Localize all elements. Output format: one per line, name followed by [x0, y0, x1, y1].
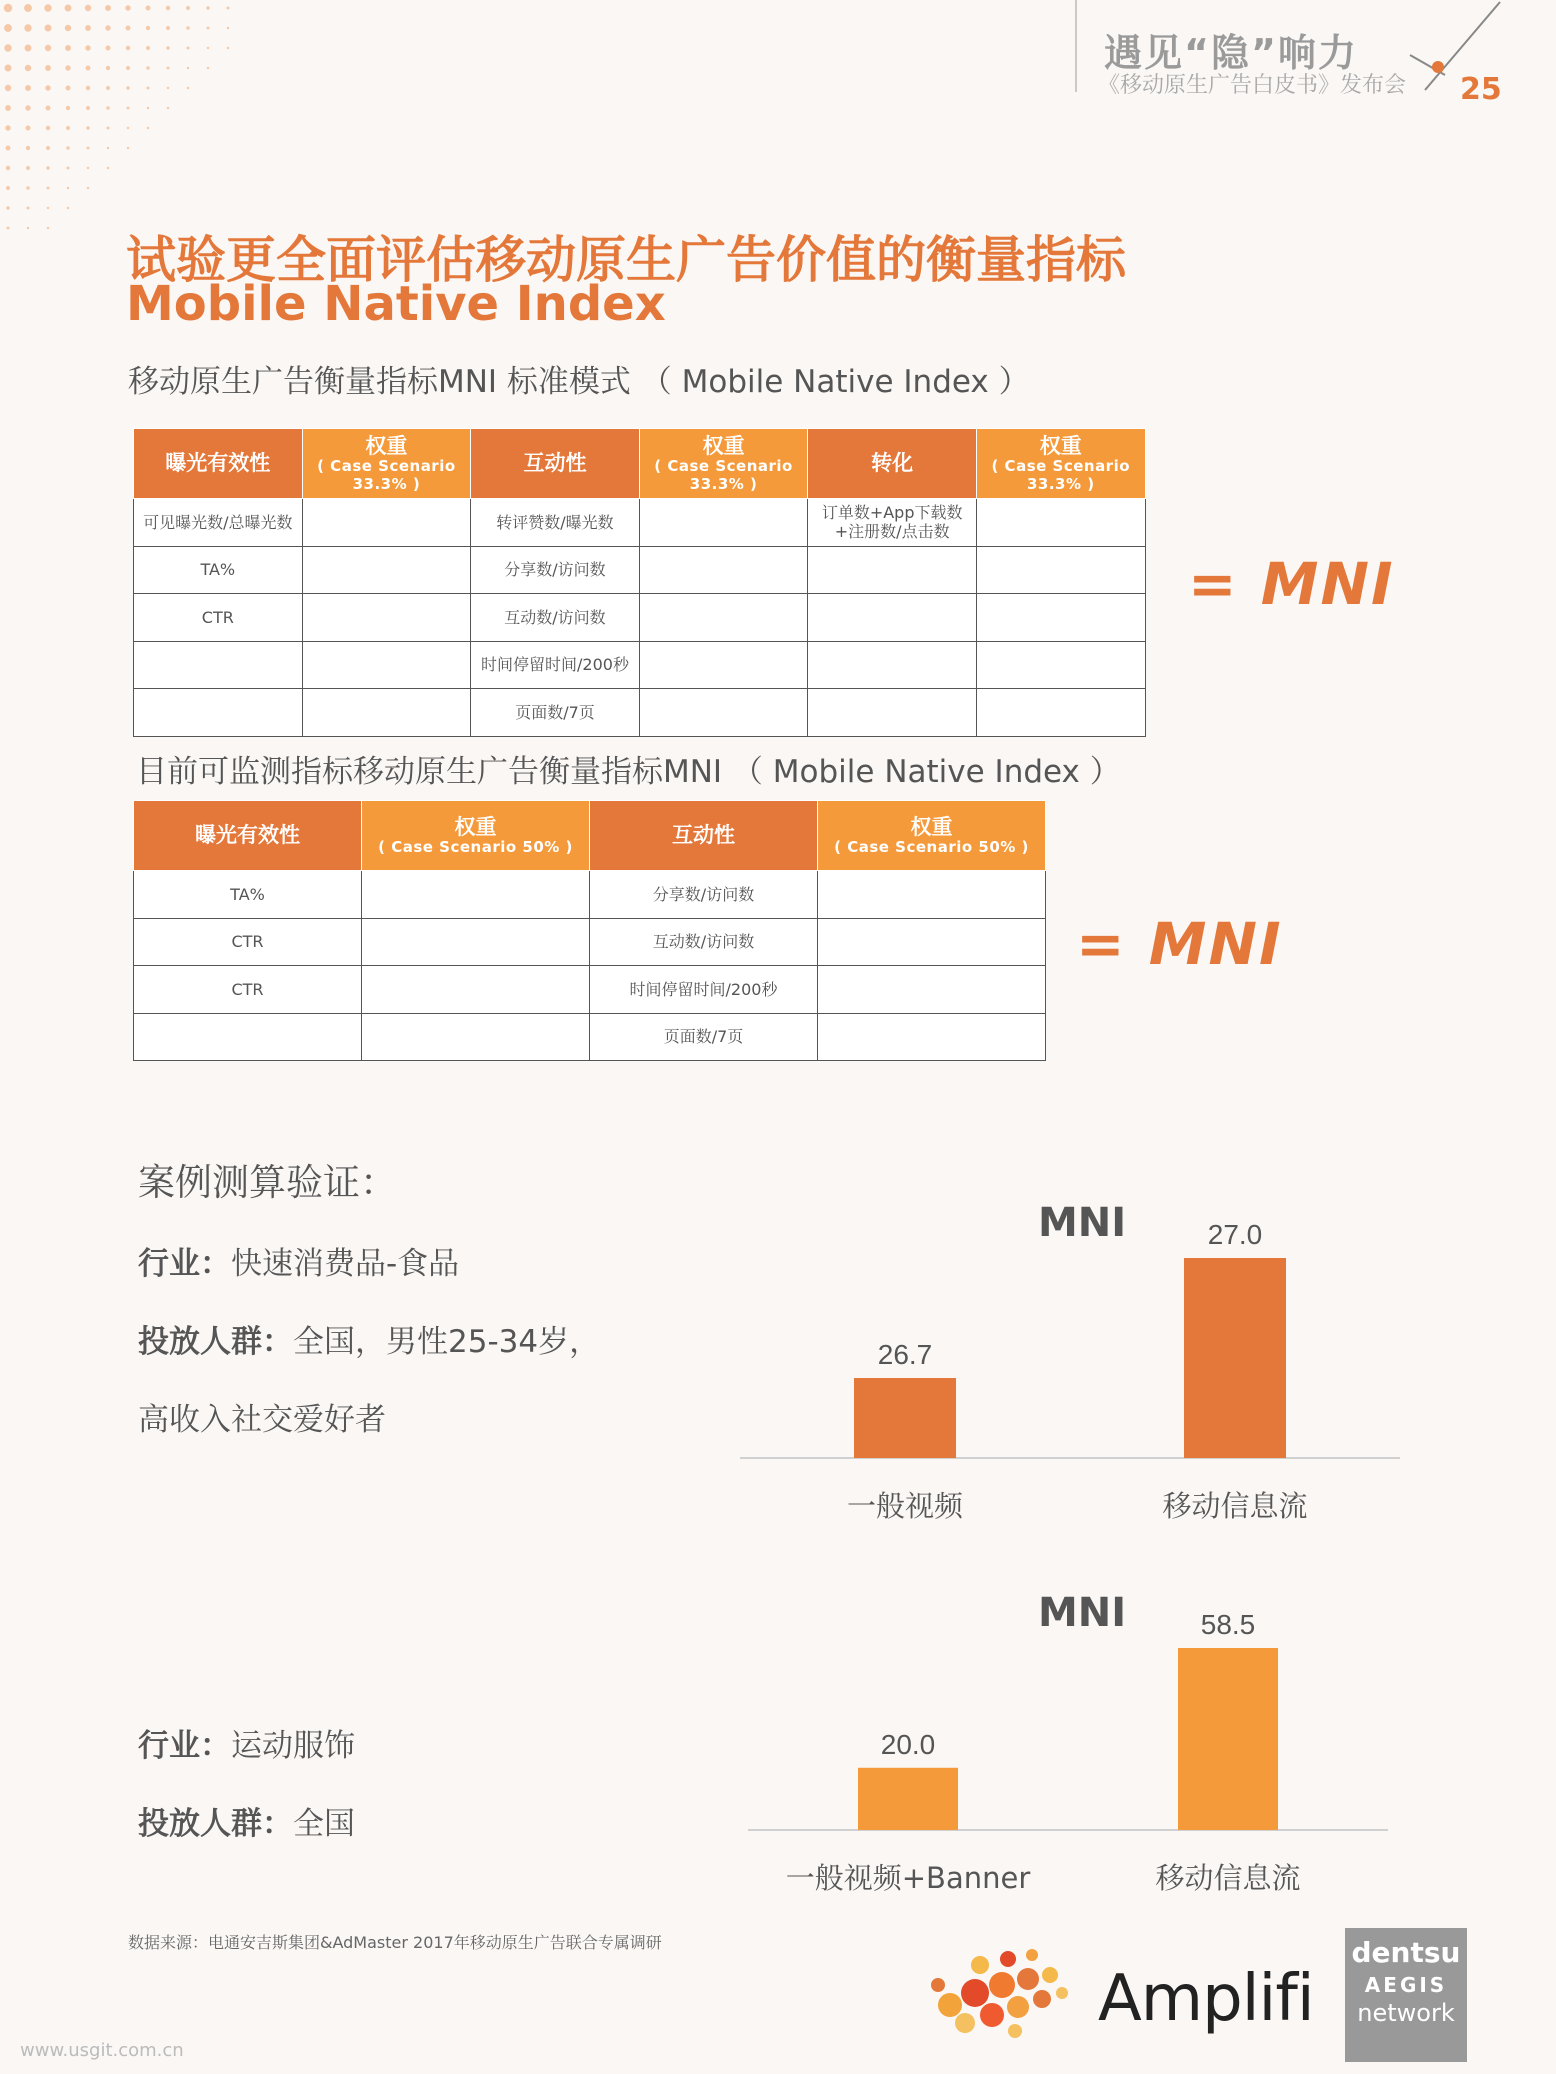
table-row — [134, 966, 1046, 1014]
table-row — [134, 918, 1046, 966]
table-header-cell — [639, 429, 808, 499]
case1-industry-value: 快速消费品-食品 — [231, 1246, 460, 1282]
bar-value-label: 58.5 — [1200, 1609, 1256, 1640]
table-header-cell — [471, 429, 640, 499]
table-cell — [639, 499, 808, 547]
table-cell: TA% — [134, 546, 303, 594]
table2-caption: 目前可监测指标移动原生广告衡量指标MNI （ Mobile Native Index ） — [136, 754, 1121, 790]
table-cell — [976, 594, 1145, 642]
table-header-cell — [808, 429, 977, 499]
bar-1 — [1178, 1648, 1278, 1830]
table-cell: CTR — [134, 594, 303, 642]
table-cell — [362, 1013, 590, 1061]
header-sublabel: ( Case Scenario 50% ) — [834, 837, 1029, 856]
table-cell: CTR — [134, 918, 362, 966]
table-cell — [808, 594, 977, 642]
table-cell: CTR — [134, 966, 362, 1014]
table-cell — [639, 594, 808, 642]
case-heading: 案例测算验证： — [138, 1161, 397, 1204]
page-title-english: Mobile Native Index — [126, 276, 666, 332]
bar-value-label: 27.0 — [1207, 1219, 1263, 1250]
dentsu-aegis-logo — [1345, 1928, 1467, 2062]
case1-audience-2: 高收入社交爱好者 — [138, 1402, 386, 1438]
case2-industry — [138, 1720, 355, 1765]
header-subtitle: 《移动原生广告白皮书》发布会 — [1098, 73, 1407, 98]
table-cell — [808, 641, 977, 689]
table-cell — [976, 641, 1145, 689]
amplifi-logo-icon — [920, 1935, 1080, 2045]
table-header-cell — [302, 429, 471, 499]
table-cell — [302, 641, 471, 689]
table-cell: 转评赞数/曝光数 — [471, 499, 640, 547]
bar-0 — [854, 1378, 956, 1458]
table-row — [134, 546, 1146, 594]
table-cell — [639, 546, 808, 594]
table-header-cell — [590, 801, 818, 871]
header-label: 曝光有效性 — [195, 823, 300, 848]
table1-result: = MNI — [1188, 550, 1395, 618]
case2-industry-label: 行业： — [138, 1728, 231, 1764]
bar-value-label: 20.0 — [880, 1728, 936, 1760]
header-label: 权重 — [910, 814, 953, 839]
header-label: 曝光有效性 — [165, 451, 271, 476]
case1-industry-label: 行业： — [138, 1246, 231, 1282]
header-sublabel: ( Case Scenario 33.3% ) — [317, 457, 456, 493]
dentsu-logo-line2: AEGIS — [1364, 1973, 1448, 1997]
table-cell — [639, 689, 808, 737]
bar-1 — [1184, 1258, 1286, 1458]
table-cell — [362, 918, 590, 966]
table-header-cell — [134, 801, 362, 871]
case1-audience-label: 投放人群： — [138, 1324, 293, 1360]
table-cell — [639, 641, 808, 689]
table-cell: 页面数/7页 — [471, 689, 640, 737]
case2-audience — [138, 1798, 355, 1843]
table-cell — [302, 546, 471, 594]
table-mni-standard — [133, 428, 1146, 737]
table-row — [134, 499, 1146, 547]
table-cell: TA% — [134, 871, 362, 919]
case2-audience-value: 全国 — [293, 1806, 355, 1842]
header-sublabel: ( Case Scenario 33.3% ) — [991, 457, 1131, 493]
table-cell — [808, 546, 977, 594]
table-header-cell — [134, 429, 303, 499]
table-row — [134, 594, 1146, 642]
page-number: 25 — [1460, 72, 1502, 107]
table-cell — [808, 689, 977, 737]
case1-audience — [138, 1316, 600, 1361]
table2-result: = MNI — [1076, 910, 1283, 978]
table-row — [134, 689, 1146, 737]
bar-value-label: 26.7 — [877, 1339, 933, 1370]
chart-mni-sportswear — [748, 1600, 1388, 1900]
header-label: 转化 — [871, 451, 914, 476]
table-cell — [134, 1013, 362, 1061]
header-label: 互动性 — [672, 823, 735, 848]
category-label: 移动信息流 — [1162, 1489, 1308, 1523]
table1-caption: 移动原生广告衡量指标MNI 标准模式 （ Mobile Native Index ） — [128, 364, 1030, 400]
chart-mni-food — [740, 1210, 1400, 1530]
page-title: 试验更全面评估移动原生广告价值的衡量指标 — [126, 231, 1126, 289]
table-cell: 可见曝光数/总曝光数 — [134, 499, 303, 547]
table-cell — [302, 594, 471, 642]
case1-audience-value: 全国，男性25-34岁， — [293, 1324, 601, 1360]
table-cell: 分享数/访问数 — [471, 546, 640, 594]
amplifi-logo-text: Amplifi — [1098, 1962, 1314, 2036]
table-mni-monitorable — [133, 800, 1046, 1061]
table-row — [134, 641, 1146, 689]
header-label: 权重 — [454, 814, 497, 839]
header-label: 权重 — [1039, 434, 1082, 459]
table-header-cell — [362, 801, 590, 871]
table-cell: 分享数/访问数 — [590, 871, 818, 919]
table-cell — [976, 689, 1145, 737]
table-header-cell — [818, 801, 1046, 871]
header-sublabel: ( Case Scenario 33.3% ) — [654, 457, 793, 493]
table-cell: 时间停留时间/200秒 — [590, 966, 818, 1014]
header-label: 权重 — [702, 434, 745, 459]
table-cell: 互动数/访问数 — [590, 918, 818, 966]
table-cell — [976, 546, 1145, 594]
header-title: 遇见“隐”响力 — [1104, 31, 1358, 75]
table-cell — [818, 871, 1046, 919]
data-source: 数据来源：电通安吉斯集团&AdMaster 2017年移动原生广告联合专属调研 — [128, 1933, 662, 1952]
table-cell — [818, 1013, 1046, 1061]
table-cell: 页面数/7页 — [590, 1013, 818, 1061]
header-label: 权重 — [365, 434, 408, 459]
chart1-title: MNI — [1038, 1200, 1127, 1246]
table-cell — [302, 689, 471, 737]
header-divider — [1075, 0, 1077, 92]
case1-industry — [138, 1238, 459, 1283]
table-cell — [362, 871, 590, 919]
table-cell — [818, 966, 1046, 1014]
dentsu-logo-line1: dentsu — [1351, 1936, 1461, 1969]
chart2-title: MNI — [1038, 1590, 1127, 1636]
table-cell — [134, 689, 303, 737]
table-row — [134, 871, 1046, 919]
table-cell: 互动数/访问数 — [471, 594, 640, 642]
table-row — [134, 1013, 1046, 1061]
table-cell: 时间停留时间/200秒 — [471, 641, 640, 689]
header-label: 互动性 — [523, 451, 587, 476]
table-header-cell — [976, 429, 1145, 499]
category-label: 一般视频+Banner — [785, 1861, 1031, 1895]
table-cell — [302, 499, 471, 547]
category-label: 移动信息流 — [1155, 1861, 1301, 1895]
table-cell: 订单数+App下载数+注册数/点击数 — [808, 499, 977, 547]
dentsu-logo-line3: network — [1357, 1999, 1455, 2027]
case2-audience-label: 投放人群： — [138, 1806, 293, 1842]
table-cell — [134, 641, 303, 689]
case2-industry-value: 运动服饰 — [231, 1728, 355, 1764]
table-cell — [362, 966, 590, 1014]
table-cell — [976, 499, 1145, 547]
header-sublabel: ( Case Scenario 50% ) — [378, 837, 573, 856]
category-label: 一般视频 — [846, 1489, 964, 1523]
watermark: www.usgit.com.cn — [20, 2040, 184, 2061]
bar-0 — [858, 1768, 958, 1830]
table-cell — [818, 918, 1046, 966]
